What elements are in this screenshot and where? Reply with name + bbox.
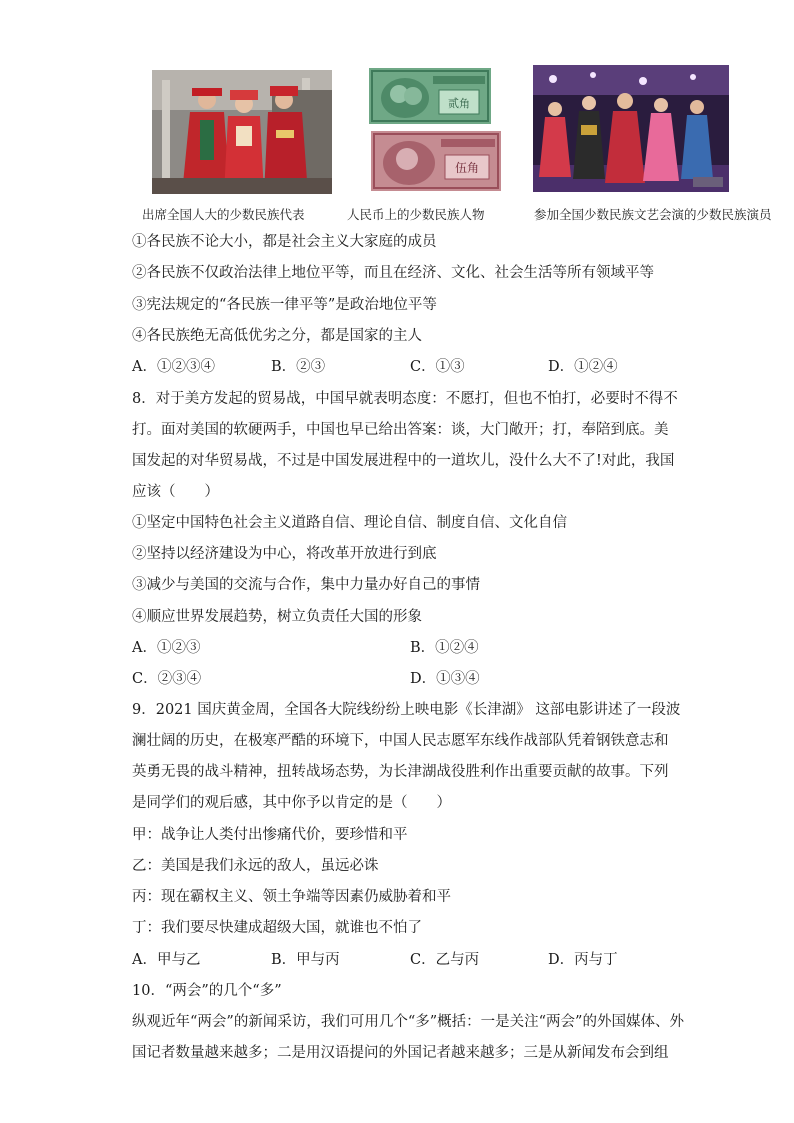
q10-stem-line-2: 国记者数量越来越多；二是用汉语提问的外国记者越来越多；三是从新闻发布会到组 [132,1045,669,1061]
q8-item-4: ④顺应世界发展趋势，树立负责任大国的形象 [132,609,422,625]
q7-item-4: ④各民族绝无高低优劣之分，都是国家的主人 [132,328,422,344]
photo2-caption: 人民币上的少数民族人物 [347,207,485,222]
q8-stem-line-4: 应该（ ） [132,484,219,500]
q8-stem-line-3: 国发起的对华贸易战，不过是中国发展进程中的一道坎儿，没什么大不了!对此，我国 [132,453,675,469]
banknote-green [369,68,491,124]
photo1-caption: 出席全国人大的少数民族代表 [142,207,305,222]
q9-option-a[interactable]: A．甲与乙 [132,952,201,968]
q9-stem-line-1: 9．2021 国庆黄金周，全国各大院线纷纷上映电影《长津湖》 这部电影讲述了一段波 [132,702,681,718]
q7-item-3: ③宪法规定的“各民族一律平等”是政治地位平等 [132,297,437,313]
banknote-red [371,131,501,191]
ethnic-delegates-photo [152,70,332,194]
q8-option-b[interactable]: B．①②④ [410,640,479,656]
q7-item-2: ②各民族不仅政治法律上地位平等，而且在经济、文化、社会生活等所有领域平等 [132,265,654,281]
q9-item-ding: 丁：我们要尽快建成超级大国，就谁也不怕了 [132,920,422,936]
q9-item-yi: 乙：美国是我们永远的敌人，虽远必诛 [132,858,379,874]
q8-option-c[interactable]: C．②③④ [132,671,202,687]
q8-stem-line-2: 打。面对美国的软硬两手，中国也早已给出答案：谈，大门敞开；打，奉陪到底。美 [132,422,669,438]
q9-stem-line-3: 英勇无畏的战斗精神，扭转战场态势，为长津湖战役胜利作出重要贡献的故事。下列 [132,764,669,780]
q8-stem-line-1: 8．对于美方发起的贸易战，中国早就表明态度：不愿打，但也不怕打，必要时不得不 [132,391,678,407]
q7-option-c[interactable]: C．①③ [410,359,465,375]
ethnic-performers-photo [533,65,729,192]
q7-option-b[interactable]: B．②③ [271,359,326,375]
q10-title: 10．“两会”的几个“多” [132,983,282,999]
q7-item-1: ①各民族不论大小，都是社会主义大家庭的成员 [132,234,437,250]
q8-item-2: ②坚持以经济建设为中心，将改革开放进行到底 [132,546,437,562]
q10-stem-line-1: 纵观近年“两会”的新闻采访，我们可用几个“多”概括：一是关注“两会”的外国媒体、外 [132,1014,684,1030]
photo3-caption: 参加全国少数民族文艺会演的少数民族演员 [534,207,772,222]
banknote1-value: 贰角 [448,97,470,110]
q8-item-3: ③减少与美国的交流与合作，集中力量办好自己的事情 [132,577,480,593]
q9-option-c[interactable]: C．乙与丙 [410,952,480,968]
q9-item-bing: 丙：现在霸权主义、领土争端等因素仍威胁着和平 [132,889,451,905]
q9-stem-line-2: 澜壮阔的历史，在极寒严酷的环境下，中国人民志愿军东线作战部队凭着钢铁意志和 [132,733,669,749]
q7-option-a[interactable]: A．①②③④ [132,359,215,375]
q7-option-d[interactable]: D．①②④ [548,359,618,375]
q9-item-jia: 甲：战争让人类付出惨痛代价，要珍惜和平 [132,827,408,843]
q8-item-1: ①坚定中国特色社会主义道路自信、理论自信、制度自信、文化自信 [132,515,567,531]
q8-option-a[interactable]: A．①②③ [132,640,201,656]
q9-option-b[interactable]: B．甲与丙 [271,952,340,968]
q9-option-d[interactable]: D．丙与丁 [548,952,618,968]
q8-option-d[interactable]: D．①③④ [410,671,480,687]
q9-stem-line-4: 是同学们的观后感，其中你予以肯定的是（ ） [132,795,451,811]
banknote2-value: 伍角 [454,161,480,175]
